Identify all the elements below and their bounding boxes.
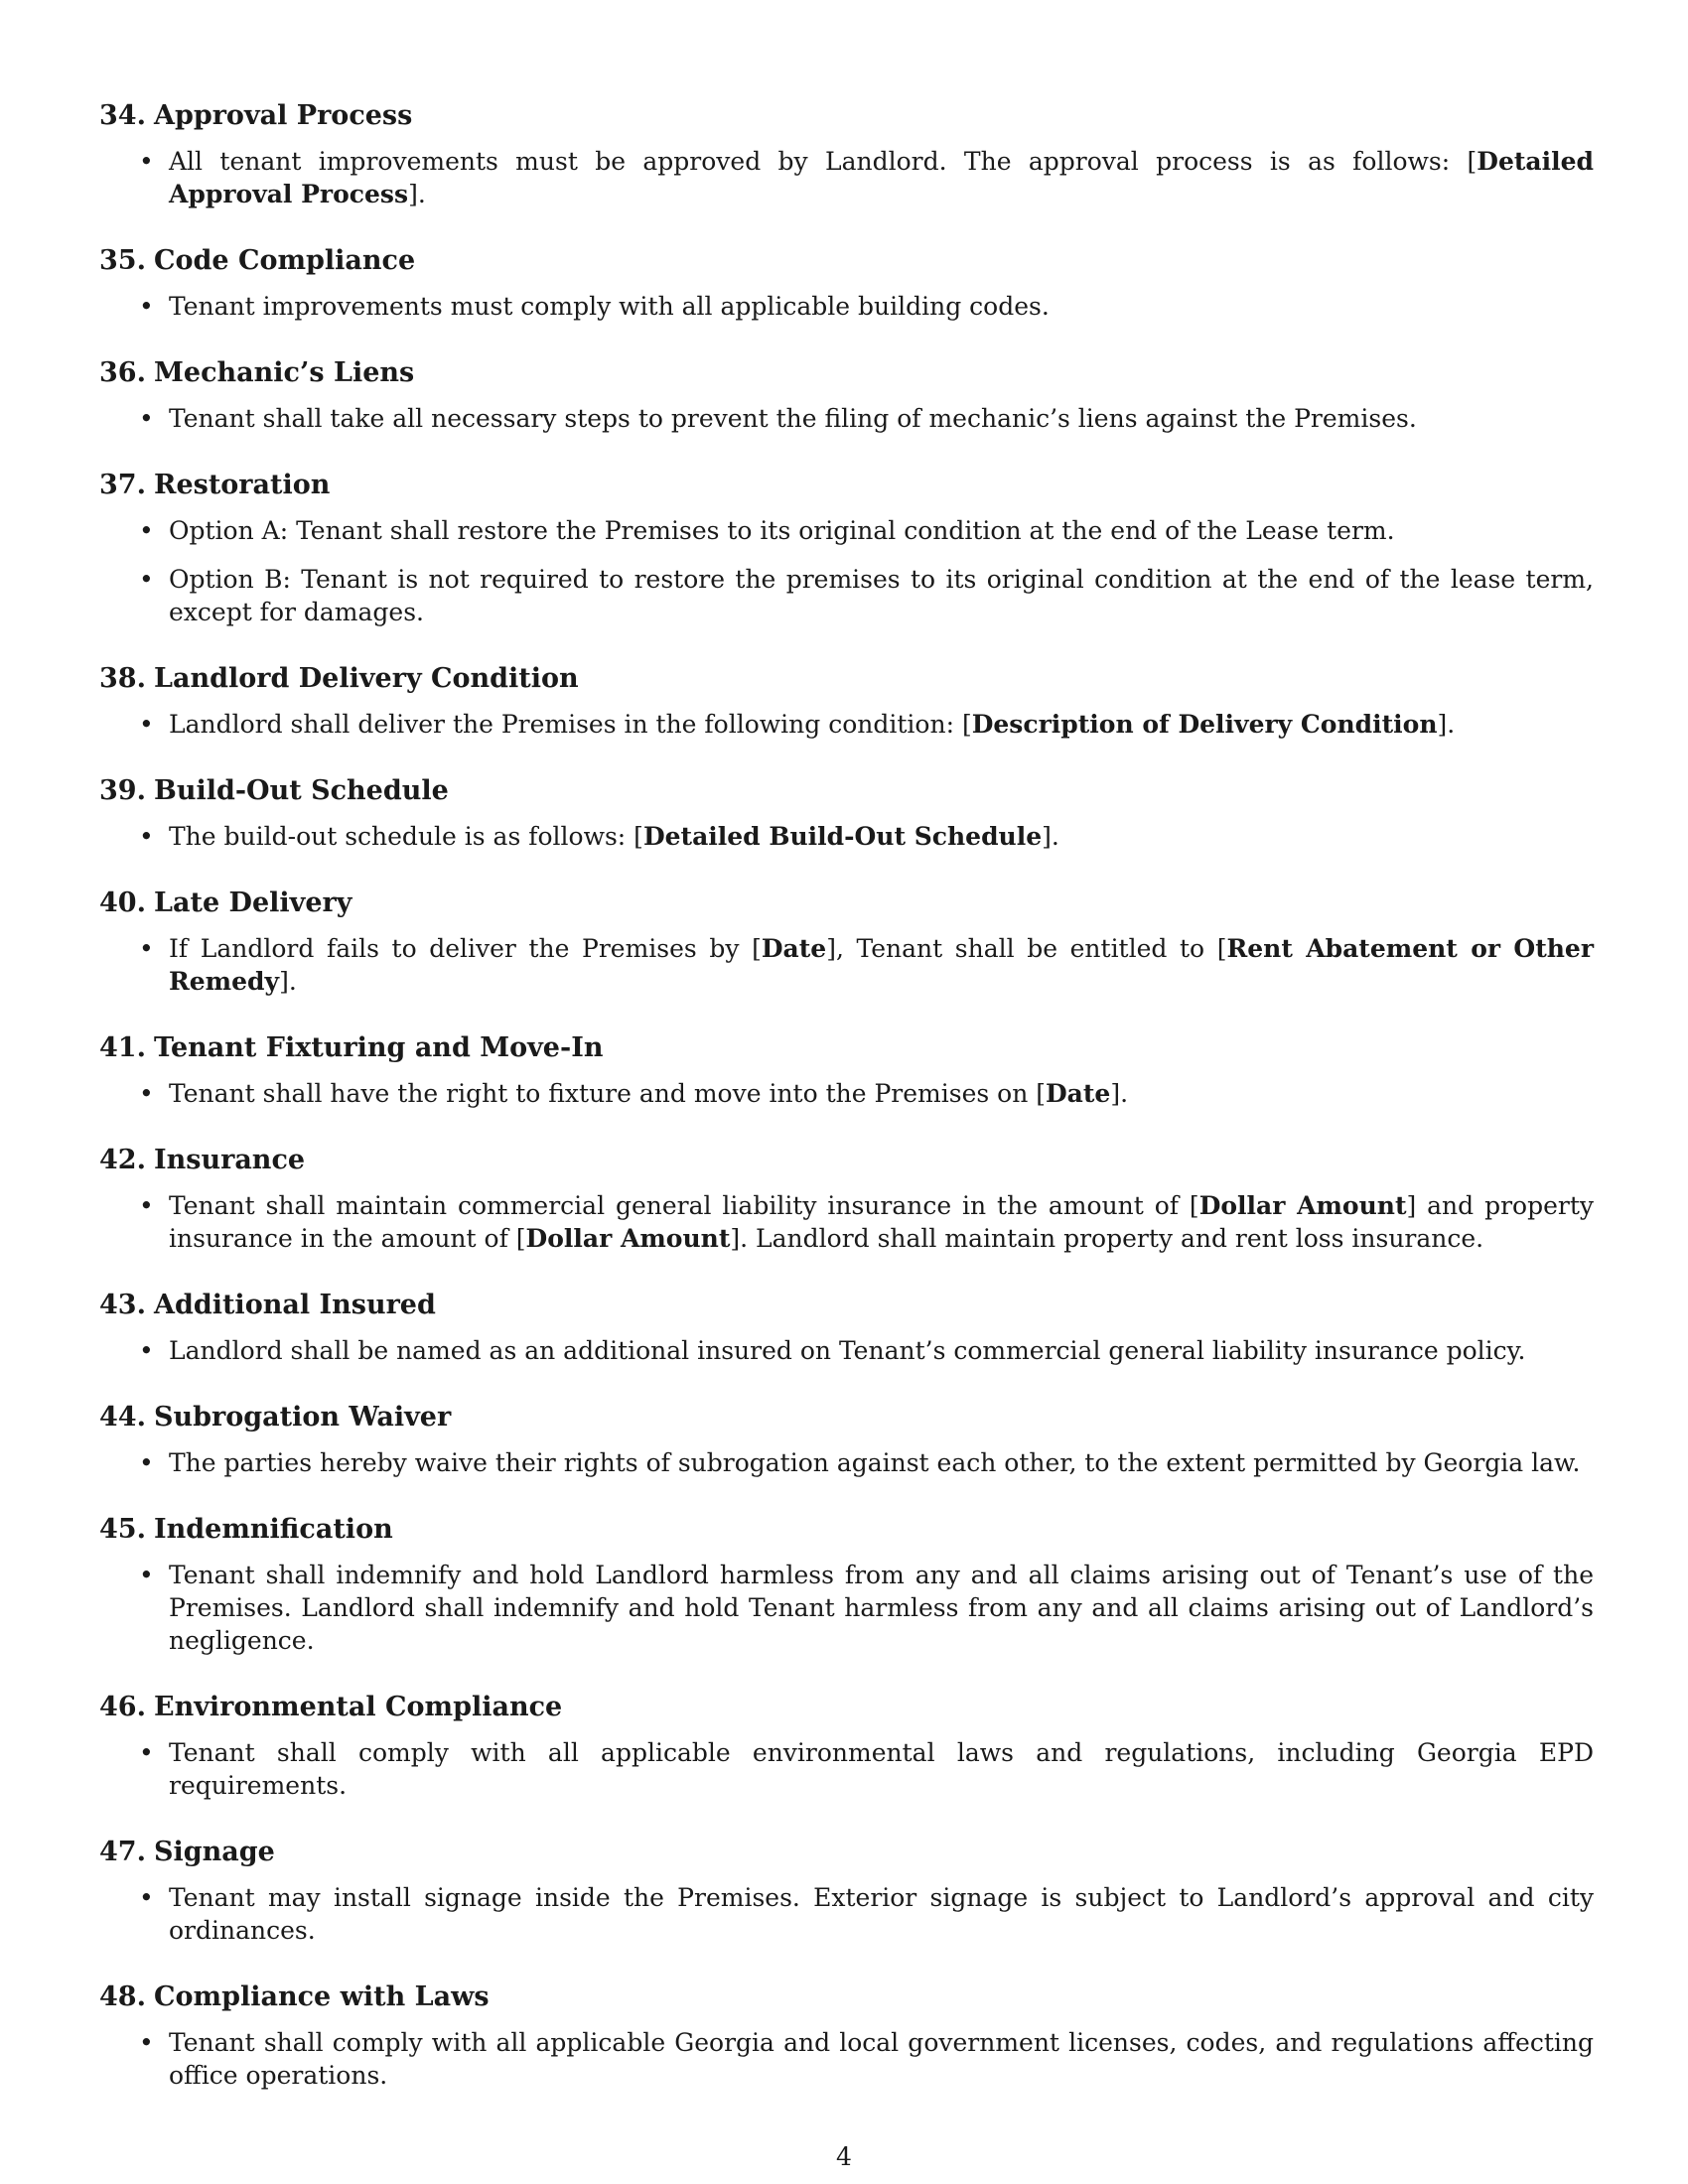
section-heading [99,1289,1594,1322]
section [99,1513,1594,1657]
bullet-icon: • [139,1561,154,1589]
bullet-list [99,708,1594,741]
section-title: Signage [154,1837,275,1867]
bullet-item [99,708,1594,741]
section [99,1691,1594,1802]
placeholder-field: Date [1046,1079,1111,1108]
section-title: Compliance with Laws [154,1981,490,2012]
bullet-icon: • [139,404,154,433]
section-number: 43. [99,1290,146,1320]
bullet-item [99,1559,1594,1657]
section-heading [99,1401,1594,1434]
placeholder-field: Description of Delivery Condition [971,710,1438,739]
section-number: 38. [99,663,146,694]
placeholder-field: Rent Abatement or Other Remedy [169,934,1594,996]
section-heading [99,1836,1594,1869]
bullet-text: ], Tenant shall be entitled to [ [826,934,1227,963]
section-title: Restoration [154,470,331,500]
bullet-text: If Landlord fails to deliver the Premises by [ [169,934,762,963]
section [99,469,1594,628]
bullet-icon: • [139,1883,154,1912]
bullet-list [99,1077,1594,1110]
bullet-text: Landlord shall deliver the Premises in the following condition: [ [169,710,972,739]
section-number: 47. [99,1837,146,1867]
bullet-text: Option B: Tenant is not required to restore the premises to its original condition at the end of the lease term, except for damages. [169,565,1594,626]
section [99,1031,1594,1110]
bullet-icon: • [139,710,154,739]
section-title: Build-Out Schedule [154,775,449,806]
bullet-text: Tenant shall comply with all applicable Georgia and local government licenses, codes, and regulations affecting office operations. [169,2028,1594,2090]
section-number: 48. [99,1981,146,2012]
section-heading [99,99,1594,133]
section [99,1836,1594,1947]
bullet-text: ]. [1042,822,1059,851]
bullet-list [99,145,1594,210]
bullet-icon: • [139,1738,154,1767]
bullet-item [99,2026,1594,2092]
bullet-icon: • [139,934,154,963]
section [99,356,1594,435]
section [99,1144,1594,1255]
section-number: 35. [99,245,146,276]
bullet-icon: • [139,2028,154,2057]
bullet-item [99,1189,1594,1255]
section-number: 41. [99,1032,146,1063]
section-heading [99,1144,1594,1177]
bullet-list [99,820,1594,853]
bullet-text: ]. Landlord shall maintain property and rent loss insurance. [730,1224,1484,1253]
bullet-item [99,1077,1594,1110]
section-title: Late Delivery [154,887,352,918]
document-page [99,99,1594,2125]
section-heading [99,1691,1594,1724]
section-title: Approval Process [154,100,413,131]
section-number: 42. [99,1145,146,1175]
section-number: 39. [99,775,146,806]
placeholder-field: Date [761,934,827,963]
bullet-item [99,145,1594,210]
section-number: 36. [99,357,146,388]
placeholder-field: Detailed Build-Out Schedule [642,822,1043,851]
section [99,1289,1594,1367]
bullet-text: The build-out schedule is as follows: [ [169,822,643,851]
bullet-icon: • [139,1336,154,1365]
bullet-list [99,1446,1594,1479]
section-number: 40. [99,887,146,918]
bullet-text: Tenant shall maintain commercial general liability insurance in the amount of [ [169,1191,1199,1220]
bullet-icon: • [139,516,154,545]
bullet-text: Tenant shall have the right to fixture and move into the Premises on [ [169,1079,1046,1108]
bullet-list [99,1334,1594,1367]
section-heading [99,1980,1594,2014]
bullet-list [99,1559,1594,1657]
section [99,99,1594,210]
bullet-item [99,1334,1594,1367]
section-title: Insurance [154,1145,306,1175]
section [99,1980,1594,2092]
bullet-list [99,290,1594,323]
bullet-text: Tenant shall comply with all applicable environmental laws and regulations, including Georgia EPD requirements. [169,1738,1594,1800]
section [99,244,1594,323]
bullet-item [99,820,1594,853]
bullet-item [99,563,1594,628]
bullet-item [99,932,1594,998]
bullet-text: Tenant shall take all necessary steps to prevent the filing of mechanic’s liens against the Premises. [169,404,1417,433]
bullet-list [99,1736,1594,1802]
section [99,662,1594,741]
section-title: Environmental Compliance [154,1692,563,1722]
section-number: 44. [99,1402,146,1433]
section [99,774,1594,853]
section-title: Additional Insured [154,1290,436,1320]
section-title: Subrogation Waiver [154,1402,452,1433]
bullet-text: ]. [1110,1079,1129,1108]
section-heading [99,469,1594,502]
section-number: 34. [99,100,146,131]
bullet-icon: • [139,147,154,176]
bullet-item [99,402,1594,435]
section [99,887,1594,998]
bullet-text: ]. [279,967,297,996]
section-title: Tenant Fixturing and Move-In [154,1032,604,1063]
section-number: 45. [99,1514,146,1545]
bullet-icon: • [139,822,154,851]
section-heading [99,1031,1594,1065]
section-number: 37. [99,470,146,500]
page-number: 4 [836,2142,852,2171]
bullet-text: Landlord shall be named as an additional insured on Tenant’s commercial general liability insurance policy. [169,1336,1526,1365]
bullet-icon: • [139,1079,154,1108]
section-title: Landlord Delivery Condition [154,663,579,694]
section-title: Mechanic’s Liens [154,357,415,388]
bullet-list [99,1189,1594,1255]
section [99,1401,1594,1479]
section-heading [99,662,1594,696]
bullet-item [99,514,1594,547]
bullet-list [99,402,1594,435]
section-title: Indemnification [154,1514,393,1545]
section-title: Code Compliance [154,245,416,276]
placeholder-field: Dollar Amount [1198,1191,1407,1220]
bullet-text: Tenant improvements must comply with all applicable building codes. [169,292,1050,321]
section-heading [99,244,1594,278]
bullet-list [99,2026,1594,2092]
bullet-icon: • [139,1191,154,1220]
bullet-list [99,932,1594,998]
bullet-text: ] and property insurance in the amount of [ [169,1191,1594,1253]
bullet-text: Tenant shall indemnify and hold Landlord harmless from any and all claims arising out of Tenant’s use of the Premises. Landlord shall indemnify and hold Tenant harmless from any and all claims arising out of Landlord’s negligence. [169,1561,1594,1655]
bullet-text: All tenant improvements must be approved by Landlord. The approval process is as follows: [ [169,147,1477,176]
bullet-icon: • [139,292,154,321]
bullet-item [99,290,1594,323]
bullet-list [99,514,1594,628]
placeholder-field: Detailed Approval Process [169,147,1594,208]
bullet-text: Option A: Tenant shall restore the Premises to its original condition at the end of the Lease term. [169,516,1395,545]
bullet-text: The parties hereby waive their rights of subrogation against each other, to the extent permitted by Georgia law. [169,1448,1581,1477]
bullet-text: ]. [1437,710,1456,739]
section-number: 46. [99,1692,146,1722]
section-heading [99,774,1594,808]
bullet-text: Tenant may install signage inside the Premises. Exterior signage is subject to Landlord’s approval and city ordinances. [169,1883,1594,1945]
bullet-item [99,1446,1594,1479]
bullet-icon: • [139,565,154,594]
bullet-icon: • [139,1448,154,1477]
bullet-item [99,1881,1594,1947]
section-heading [99,887,1594,920]
section-heading [99,356,1594,390]
bullet-list [99,1881,1594,1947]
bullet-text: ]. [408,180,426,208]
section-heading [99,1513,1594,1547]
bullet-item [99,1736,1594,1802]
placeholder-field: Dollar Amount [525,1224,731,1253]
